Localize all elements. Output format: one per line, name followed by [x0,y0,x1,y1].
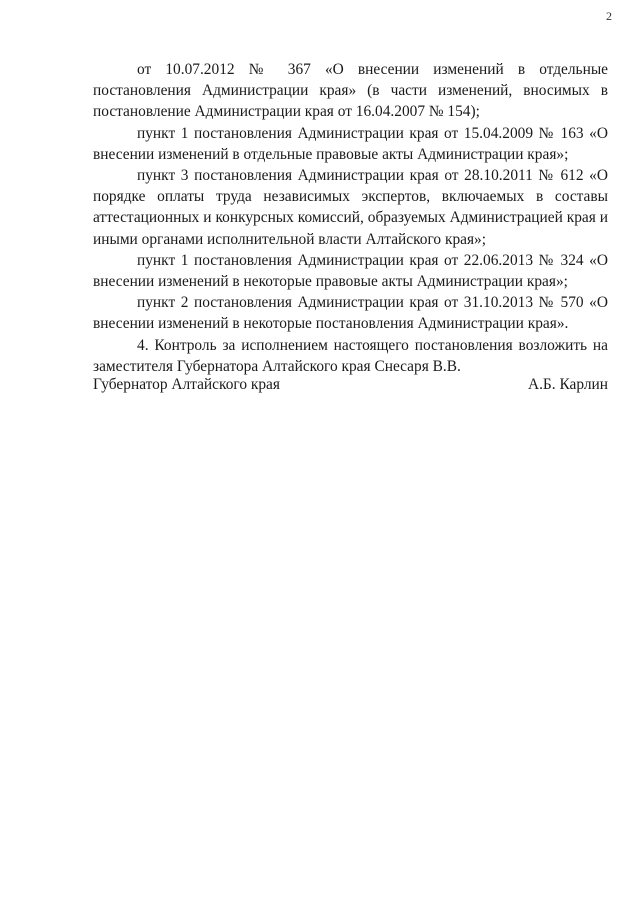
paragraph-repeal-item-1: от 10.07.2012 № 367 «О внесении изменений в отдельные постановления Администрации края» (в части изменений, вносимых в постановление Администрации края от 16.04.2007 № 154); [93,61,608,121]
signature-block [93,374,608,395]
document-body [93,59,608,377]
paragraph-control-clause: 4. Контроль за исполнением настоящего постановления возложить на заместителя Губернатора Алтайского края Снесаря В.В. [93,336,608,375]
signatory-name: А.Б. Карлин [527,376,608,393]
paragraph-repeal-item-5: пункт 2 постановления Администрации края от 31.10.2013 № 570 «О внесении изменений в некоторые постановления Администрации края». [93,294,608,333]
paragraph-repeal-item-4: пункт 1 постановления Администрации края от 22.06.2013 № 324 «О внесении изменений в некоторые правовые акты Администрации края»; [93,251,608,291]
page-number: 2 [606,9,612,23]
signatory-position: Губернатор Алтайского края [93,376,280,393]
paragraph-repeal-item-2: пункт 1 постановления Администрации края от 15.04.2009 № 163 «О внесении изменений в отдельные правовые акты Администрации края»; [93,124,608,163]
paragraph-repeal-item-3: пункт 3 постановления Администрации края от 28.10.2011 № 612 «О порядке оплаты труда независимых экспертов, включаемых в составы аттестационных и конкурсных комиссий, образуемых Администрацией края и иными органами исполнительной власти Алтайского края»; [93,167,608,248]
